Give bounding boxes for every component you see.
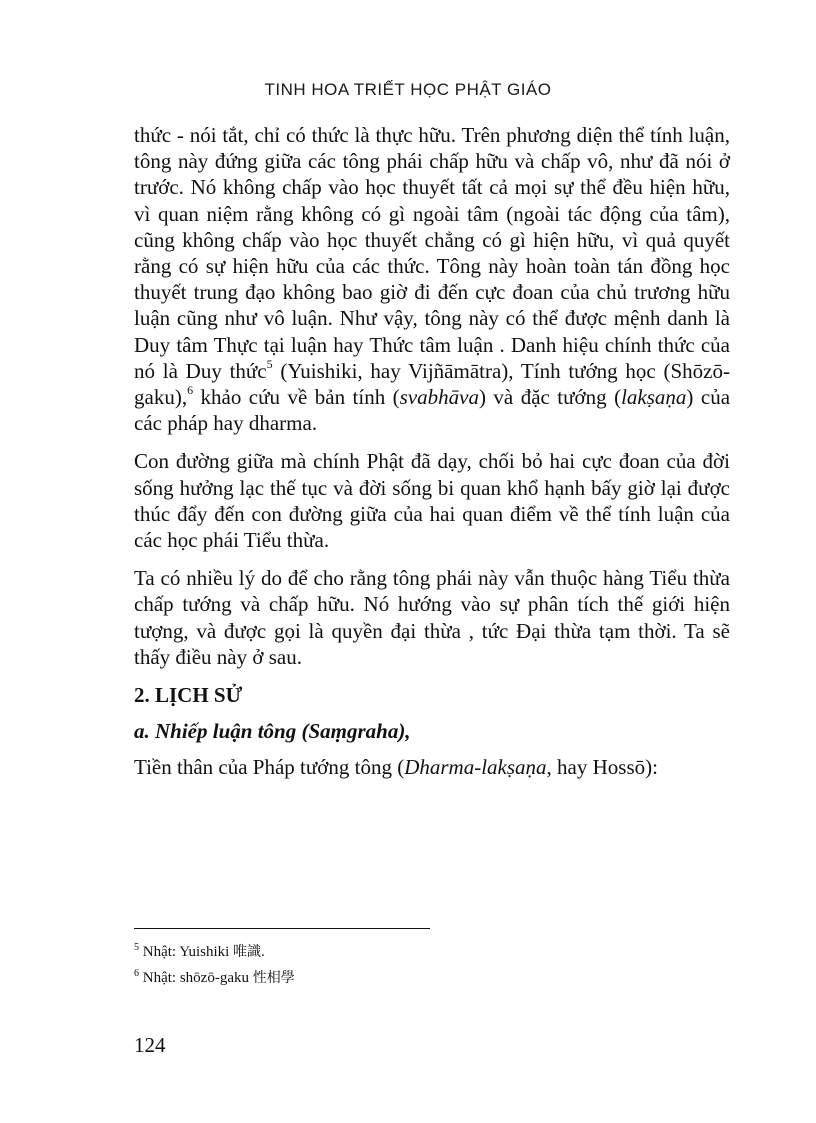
footnote-6 bbox=[134, 963, 730, 989]
footnote-cjk: 唯識 bbox=[233, 944, 262, 960]
footnote-ref-5[interactable]: 5 bbox=[266, 356, 273, 371]
paragraph-1-text-d: ) và đặc tướng ( bbox=[478, 385, 622, 410]
paragraph-1-text-b: (Yuishiki, hay Vijñāmātra), Tính tướng học (Shōzō-gaku), bbox=[134, 358, 730, 410]
running-header: TINH HOA TRIẾT HỌC PHẬT GIÁO bbox=[264, 80, 552, 99]
term-laksana: lakṣaṇa bbox=[621, 385, 687, 410]
subsection-heading: a. Nhiếp luận tông (Saṃgraha), bbox=[134, 719, 411, 744]
paragraph-1-text-e: ) của các pháp hay dharma. bbox=[134, 385, 731, 436]
paragraph-1-text-a: thức - nói tắt, chỉ có thức là thực hữu. Trên phương diện thể tính luận, tông này đứng giữa các tông phái chấp hữu và chấp vô, như đã nói ở trước. Nó không chấp vào học thuyết tất cả mọi sự thể đều hiện hữu, vì quan niệm rằng không có gì ngoài tâm (ngoài tác động của tâm), cũng không chấp vào học thuyết chẳng có gì hiện hữu, vì quả quyết rằng có sự hiện hữu của các thức. Tông này hoàn toàn tán đồng học thuyết trung đạo không bao giờ đi đến cực đoan của chủ trương hữu luận cũng như vô luận. Như vậy, tông này có thể được mệnh danh là Duy tâm Thực tại luận hay Thức tâm luận . Danh hiệu chính thức của nó là Duy thức bbox=[134, 123, 730, 383]
footnote-ref-6[interactable]: 6 bbox=[187, 383, 194, 398]
footnote-text: Nhật: shōzō-gaku bbox=[139, 970, 253, 986]
paragraph-1-text-c: khảo cứu về bản tính ( bbox=[193, 385, 400, 410]
term-svabhava: svabhāva bbox=[399, 385, 479, 410]
section-heading: 2. LỊCH SỬ bbox=[134, 683, 243, 708]
footnote-number: 5 bbox=[134, 942, 139, 953]
term-dharma-laksana: Dharma-lakṣaṇa bbox=[404, 755, 547, 780]
footnote-number: 6 bbox=[134, 968, 139, 979]
paragraph-2: Con đường giữa mà chính Phật đã dạy, chối bỏ hai cực đoan của đời sống hưởng lạc thế tục và đời sống bi quan khổ hạnh bấy giờ lại được thúc đẩy đến con đường giữa của hai quan điểm về thể tính luận của các học phái Tiểu thừa. bbox=[134, 449, 730, 553]
body-text bbox=[134, 122, 730, 793]
footnote-cjk: 性相學 bbox=[252, 970, 295, 986]
paragraph-4 bbox=[134, 754, 730, 780]
footnote-divider bbox=[134, 928, 430, 929]
paragraph-3: Ta có nhiều lý do để cho rằng tông phái này vẫn thuộc hàng Tiểu thừa chấp tướng và chấp hữu. Nó hướng vào sự phân tích thế giới hiện tượng, và được gọi là quyền đại thừa , tức Đại thừa tạm thời. Ta sẽ thấy điều này ở sau. bbox=[134, 566, 730, 669]
footnote-text: Nhật: Yuishiki bbox=[139, 944, 234, 960]
paragraph-4-text-b: , hay Hossō): bbox=[546, 755, 658, 780]
footnotes bbox=[134, 937, 730, 989]
footnote-5 bbox=[134, 937, 730, 963]
footnote-after: . bbox=[261, 944, 265, 960]
page-number: 124 bbox=[134, 1033, 166, 1057]
paragraph-4-text-a: Tiền thân của Pháp tướng tông ( bbox=[134, 755, 405, 780]
paragraph-1 bbox=[134, 122, 730, 436]
